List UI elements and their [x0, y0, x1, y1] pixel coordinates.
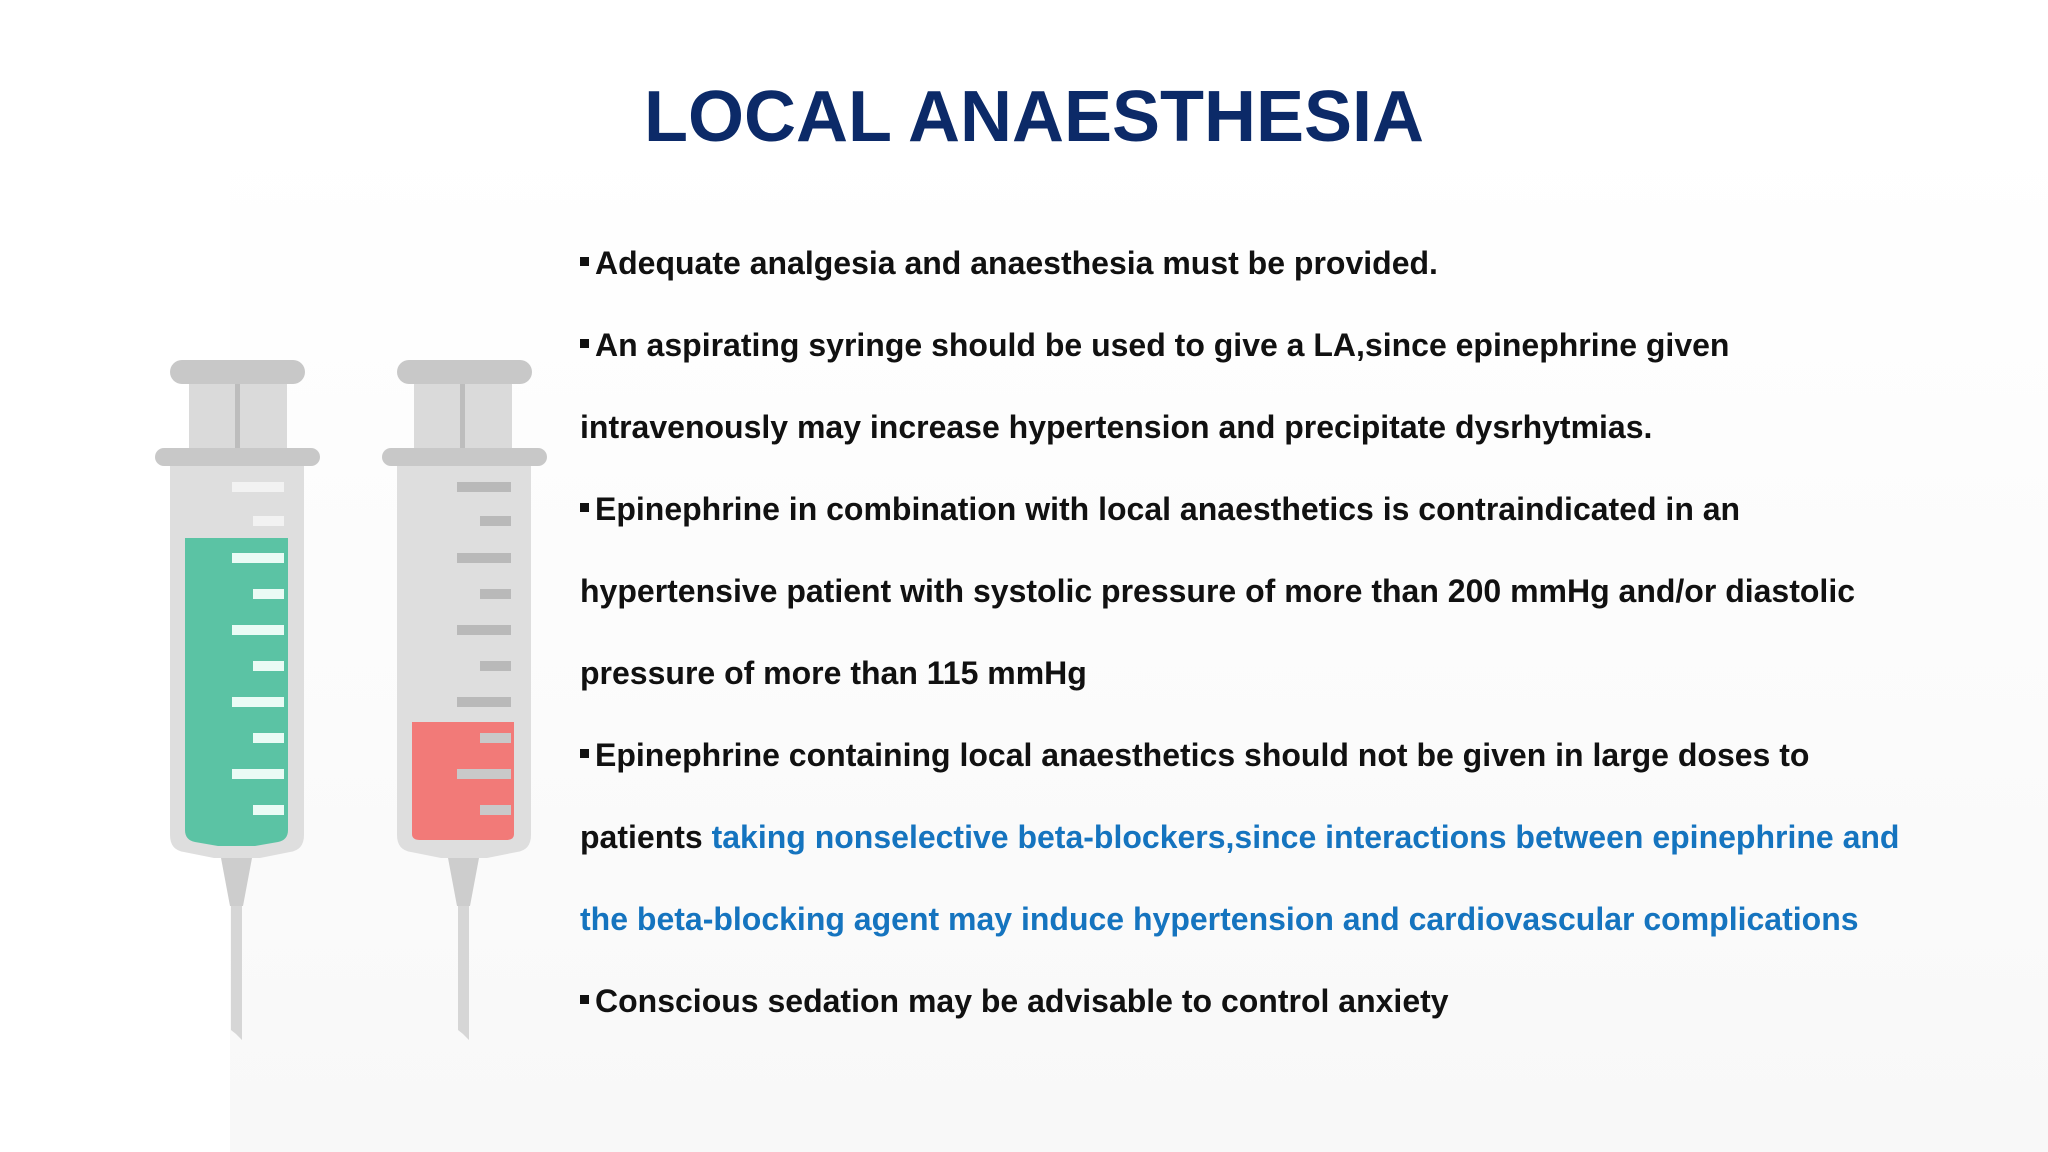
bullet-5-text: Conscious sedation may be advisable to control anxiety	[595, 983, 1449, 1019]
bullet-2-line-2	[580, 386, 2020, 468]
bullet-3-line-2	[580, 550, 2020, 632]
bullet-2-text-line-2: intravenously may increase hypertension and precipitate dysrhytmias.	[580, 409, 1653, 445]
bullet-2-line-1	[580, 304, 2020, 386]
bullet-square-icon	[580, 749, 589, 758]
bullet-3-text-line-2: hypertensive patient with systolic pressure of more than 200 mmHg and/or diastolic	[580, 573, 1855, 609]
bullet-5	[580, 960, 2020, 1042]
bullet-square-icon	[580, 995, 589, 1004]
bullet-4-text-line-3-highlight: the beta-blocking agent may induce hypertension and cardiovascular complications	[580, 901, 1859, 937]
bullet-list	[580, 222, 2020, 1042]
syringe-green-icon	[155, 360, 320, 1040]
bullet-4-line-1	[580, 714, 2020, 796]
bullet-3-line-3	[580, 632, 2020, 714]
bullet-4-text-line-1: Epinephrine containing local anaesthetics should not be given in large doses to	[595, 737, 1810, 773]
bullet-square-icon	[580, 257, 589, 266]
bullet-1	[580, 222, 2020, 304]
syringe-red-icon	[382, 360, 547, 1040]
bullet-4-text-line-2-plain: patients	[580, 819, 712, 855]
bullet-1-text: Adequate analgesia and anaesthesia must be provided.	[595, 245, 1438, 281]
bullet-3-line-1	[580, 468, 2020, 550]
bullet-4-line-3	[580, 878, 2020, 960]
bullet-3-text-line-1: Epinephrine in combination with local anaesthetics is contraindicated in an	[595, 491, 1741, 527]
bullet-3-text-line-3: pressure of more than 115 mmHg	[580, 655, 1087, 691]
bullet-square-icon	[580, 503, 589, 512]
bullet-square-icon	[580, 339, 589, 348]
bullet-2-text-line-1: An aspirating syringe should be used to give a LA,since epinephrine given	[595, 327, 1730, 363]
syringe-illustration	[140, 350, 560, 1050]
slide-title: LOCAL ANAESTHESIA	[643, 77, 1425, 157]
bullet-4-line-2	[580, 796, 2020, 878]
bullet-4-text-line-2-highlight: taking nonselective beta-blockers,since interactions between epinephrine and	[711, 819, 1900, 855]
